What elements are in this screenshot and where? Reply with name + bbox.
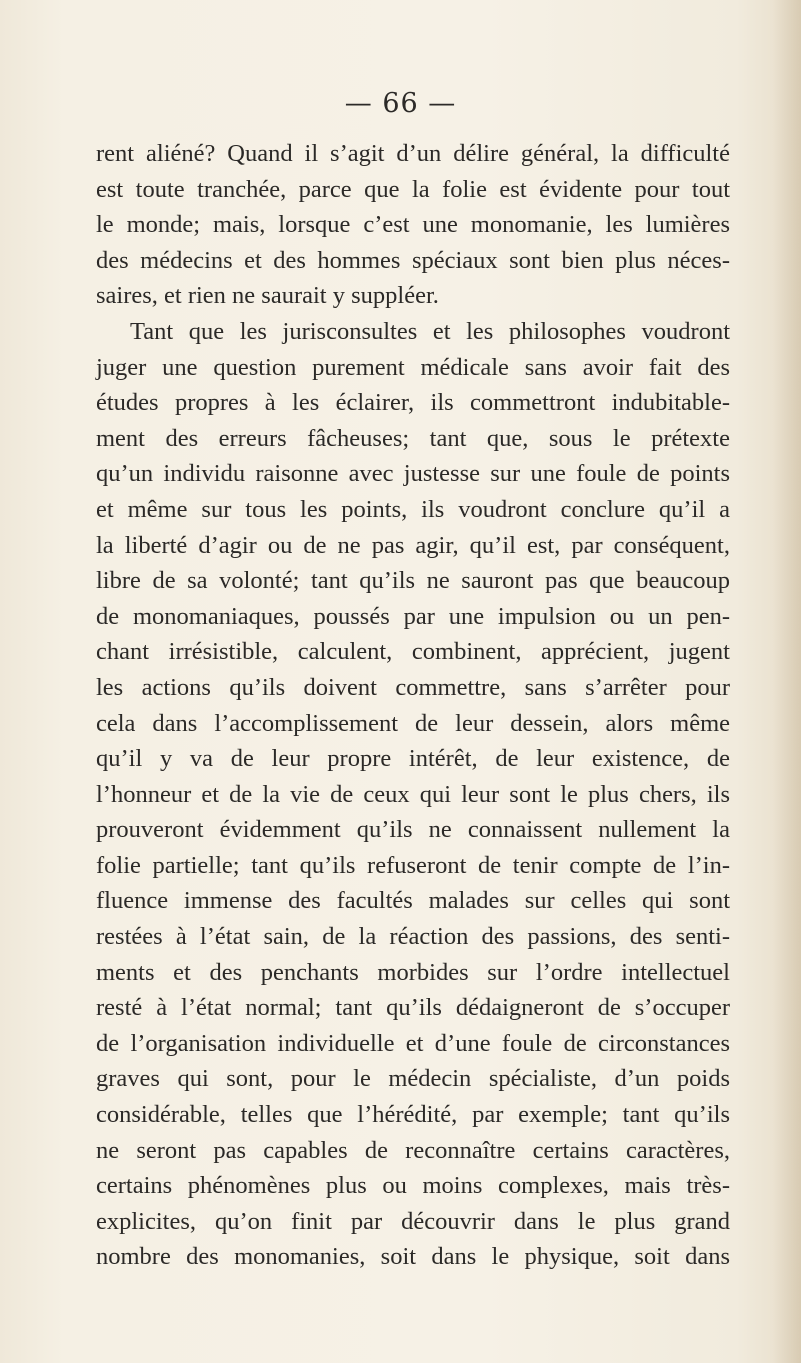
text-line: est toute tranchée, parce que la folie est évidente pour tout xyxy=(96,175,730,203)
text-line: le monde; mais, lorsque c’est une monomanie, les lumières xyxy=(96,211,730,239)
text-line: juger une question purement médicale sans avoir fait des xyxy=(96,353,730,381)
text-line: restées à l’état sain, de la réaction des passions, des senti- xyxy=(96,923,730,951)
page-number: — 66 — xyxy=(344,88,457,119)
text-line: les actions qu’ils doivent commettre, sans s’arrêter pour xyxy=(96,673,730,701)
page-edge-shadow xyxy=(773,0,801,1363)
text-line: explicites, qu’on finit par découvrir dans le plus grand xyxy=(96,1207,730,1235)
text-line: ne seront pas capables de reconnaître certains caractères, xyxy=(96,1136,730,1164)
text-line: saires, et rien ne saurait y suppléer. xyxy=(96,282,439,310)
text-line: fluence immense des facultés malades sur celles qui sont xyxy=(96,887,730,915)
text-line: la liberté d’agir ou de ne pas agir, qu’il est, par conséquent, xyxy=(96,531,730,559)
text-line: ment des erreurs fâcheuses; tant que, sous le prétexte xyxy=(96,424,730,452)
text-line: graves qui sont, pour le médecin spécialiste, d’un poids xyxy=(96,1065,730,1093)
text-line: qu’il y va de leur propre intérêt, de leur existence, de xyxy=(96,745,730,773)
text-line: prouveront évidemment qu’ils ne connaissent nullement la xyxy=(96,816,730,844)
text-line: ments et des penchants morbides sur l’ordre intellectuel xyxy=(96,958,730,986)
text-line: resté à l’état normal; tant qu’ils dédaigneront de s’occuper xyxy=(96,994,730,1022)
text-line: des médecins et des hommes spéciaux sont bien plus néces- xyxy=(96,246,730,274)
text-line: études propres à les éclairer, ils commettront indubitable- xyxy=(96,389,730,417)
text-line: de monomaniaques, poussés par une impulsion ou un pen- xyxy=(96,602,730,630)
text-line: folie partielle; tant qu’ils refuseront de tenir compte de l’in- xyxy=(96,851,730,879)
text-line: certains phénomènes plus ou moins complexes, mais très- xyxy=(96,1172,730,1200)
text-line: nombre des monomanies, soit dans le physique, soit dans xyxy=(96,1243,730,1271)
text-line: cela dans l’accomplissement de leur dessein, alors même xyxy=(96,709,730,737)
text-line: et même sur tous les points, ils voudront conclure qu’il a xyxy=(96,495,730,523)
text-line: Tant que les jurisconsultes et les philosophes voudront xyxy=(130,317,730,345)
text-line: libre de sa volonté; tant qu’ils ne sauront pas que beaucoup xyxy=(96,567,730,595)
text-line: chant irrésistible, calculent, combinent, apprécient, jugent xyxy=(96,638,730,666)
text-line: qu’un individu raisonne avec justesse sur une foule de points xyxy=(96,460,730,488)
text-line: l’honneur et de la vie de ceux qui leur sont le plus chers, ils xyxy=(96,780,730,808)
text-line: considérable, telles que l’hérédité, par exemple; tant qu’ils xyxy=(96,1101,730,1129)
text-line: de l’organisation individuelle et d’une foule de circonstances xyxy=(96,1029,730,1057)
body-text xyxy=(96,136,730,1275)
text-line: rent aliéné? Quand il s’agit d’un délire général, la difficulté xyxy=(96,140,730,167)
